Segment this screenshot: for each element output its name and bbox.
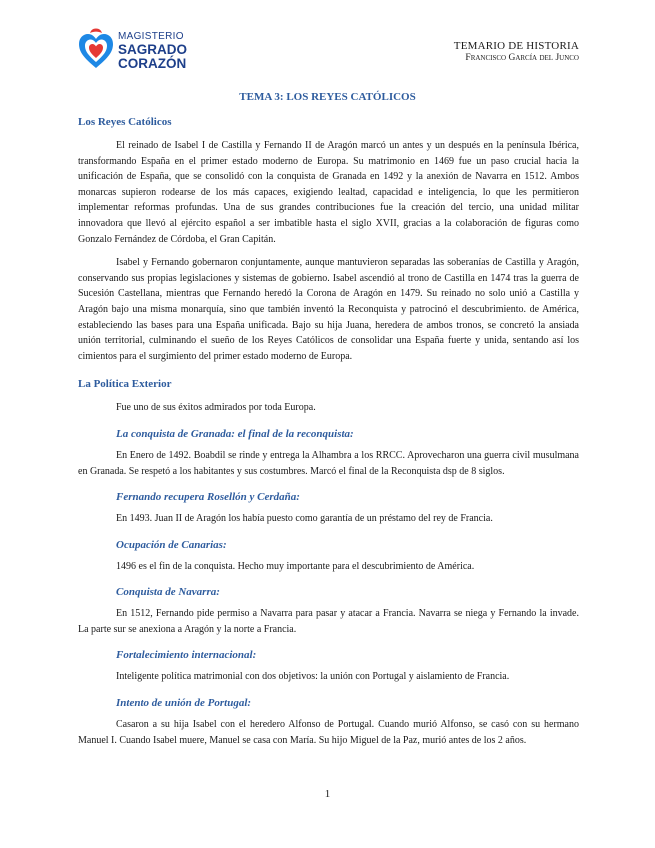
paragraph: 1496 es el fin de la conquista. Hecho muy importante para el descubrimiento de América.	[116, 560, 475, 572]
subsection-heading: Conquista de Navarra:	[116, 586, 220, 599]
page-number: 1	[324, 788, 331, 800]
paragraph: En Enero de 1492. Boabdil se rinde y entrega la Alhambra a los RRCC. Aprovecharon una guerra civil musulmana en Granada. Se respetó a los habitantes y sus costumbres. Marcó el final de la Reconquista dsp de 8 siglos.	[78, 449, 579, 477]
section-heading-reyes: Los Reyes Católicos	[78, 116, 172, 128]
paragraph: En 1512, Fernando pide permiso a Navarra para pasar y atacar a Francia. Navarra se niega y Fernando la invade. La parte sur se anexiona a Aragón y la norte a Francia.	[78, 608, 579, 635]
subsection-heading: Intento de unión de Portugal:	[116, 697, 252, 710]
header-author: Francisco García del Junco	[465, 53, 579, 63]
subsection-heading: La conquista de Granada: el final de la reconquista:	[116, 427, 354, 440]
header-title: TEMARIO DE HISTORIA	[453, 40, 579, 52]
paragraph: Casaron a su hija Isabel con el heredero Alfonso de Portugal. Cuando murió Alfonso, se casó con su hermano Manuel I. Cuando Isabel muere, Manuel se casa con María. Su hijo Miguel de la Paz, murió antes de los 2 años.	[78, 719, 579, 746]
subsection-heading: Ocupación de Canarias:	[116, 538, 227, 551]
topic-title: TEMA 3: LOS REYES CATÓLICOS	[239, 91, 416, 103]
logo-wordmark	[118, 32, 187, 70]
paragraph: Fue uno de sus éxitos admirados por toda Europa.	[116, 402, 316, 414]
heart-logo-icon	[76, 28, 116, 74]
paragraph: El reinado de Isabel I de Castilla y Fernando II de Aragón marcó un antes y un después en la península Ibérica, transformando España en el primer estado moderno de Europa. Su matrimonio en 1469 fue un paso crucial hacia la unificación de España, que se consolidó con la conquista de Granada en 1492 y la anexión de Navarra en 1512. Ambos monarcas supieron rodearse de los más capaces, exigiendo lealtad, capacidad e inteligencia, lo que les permitieron implementar reformas profundas. Una de sus grandes contribuciones fue la creación del tercio, una unidad militar innovadora que llevó al ejército español a ser imbatible hasta el siglo XVII, gracias a la colaboración de figuras como Gonzalo Fernández de Córdoba, el Gran Capitán.	[78, 140, 579, 245]
document-body	[78, 116, 579, 756]
paragraph: Isabel y Fernando gobernaron conjuntamente, aunque mantuvieron separadas las soberanías de Castilla y Aragón, conservando sus propias legislaciones y sistemas de gobierno. Isabel ascendió al trono de Castilla en 1474 tras la guerra de Sucesión Castellana, mientras que Fernando heredó la Corona de Aragón en 1479. Su reinado no solo unió a Castilla y Aragón bajo una misma monarquía, sino que también inventó la Reconquista y patrocinó el descubrimiento. de América, estableciendo las bases para una España unificada. Bajo su hija Juana, heredera de ambos tronos, se concretó la ansiada unión territorial, culminando el sueño de los Reyes Católicos de consolidar una España fuerte y unida, sentando así los cimientos para el surgimiento del primer estado moderno de Europa.	[78, 257, 579, 362]
paragraph: En 1493. Juan II de Aragón los había puesto como garantía de un préstamo del rey de Francia.	[116, 513, 493, 525]
subsection-heading: Fortalecimiento internacional:	[116, 649, 257, 662]
subsection-heading: Fernando recupera Rosellón y Cerdaña:	[116, 491, 300, 504]
logo-line-3: CORAZÓN	[118, 55, 187, 71]
section-heading-politica: La Política Exterior	[78, 378, 172, 391]
logo-line-1: MAGISTERIO	[118, 31, 184, 42]
document-header	[454, 40, 579, 63]
school-logo	[76, 28, 206, 76]
logo-line-2: SAGRADO	[118, 42, 188, 57]
paragraph: Inteligente política matrimonial con dos objetivos: la unión con Portugal y aislamiento de Francia.	[116, 671, 510, 683]
